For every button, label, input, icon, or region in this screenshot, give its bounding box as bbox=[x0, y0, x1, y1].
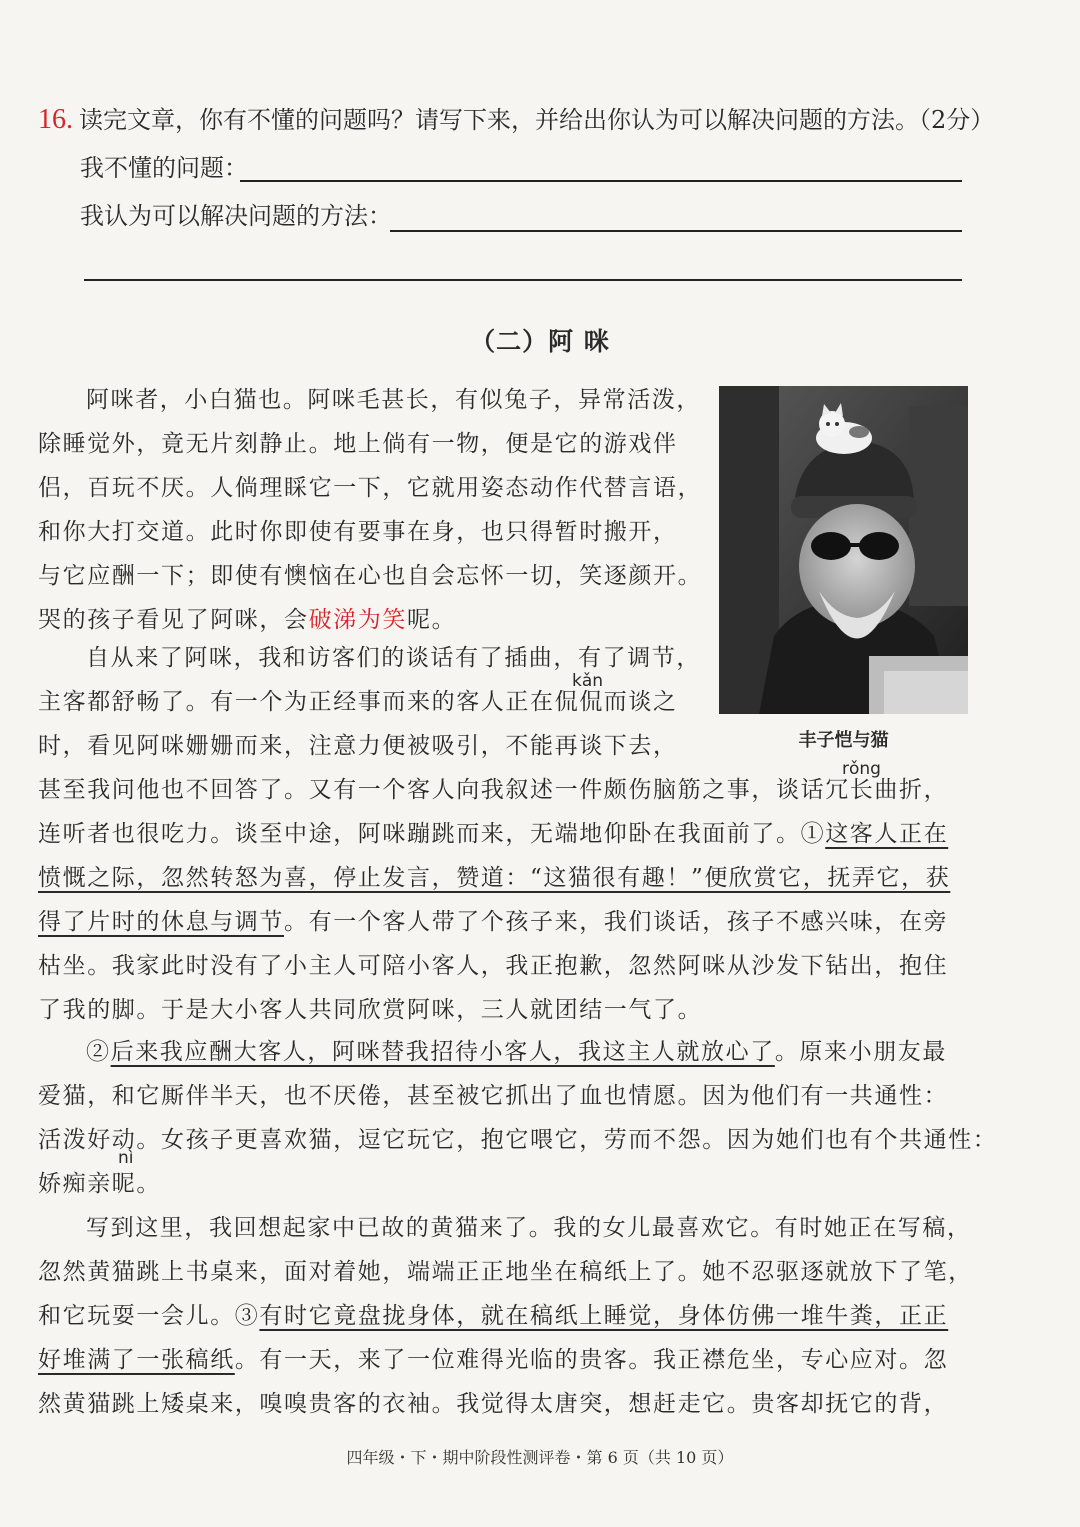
text-line: 活泼好动。女孩子更喜欢猫，逗它玩它，抱它喂它，劳而不怨。因为她们也有个共通性： bbox=[38, 1127, 998, 1153]
text-line: 阿咪者，小白猫也。阿咪毛甚长，有似兔子，异常活泼， bbox=[86, 387, 701, 413]
article-paragraph-1 bbox=[38, 378, 702, 642]
text-span: ② bbox=[86, 1039, 111, 1065]
text-line bbox=[38, 900, 950, 944]
text-span: 。原来小朋友最 bbox=[774, 1039, 948, 1065]
question-number: 16. bbox=[38, 104, 73, 135]
text-span: 。有一个客人带了个孩子来，我们谈话，孩子不感兴味，在旁 bbox=[284, 909, 949, 935]
section-title: （二）阿 咪 bbox=[470, 327, 610, 356]
text-line: 了我的脚。于是大小客人共同欣赏阿咪，三人就团结一气了。 bbox=[38, 997, 703, 1023]
pinyin-kan: kǎn bbox=[572, 671, 604, 691]
text-line: 枯坐。我家此时没有了小主人可陪小客人，我正抱歉，忽然阿咪从沙发下钻出，抱住 bbox=[38, 953, 949, 979]
highlight-idiom: 破涕为笑 bbox=[308, 607, 408, 633]
text-line: 自从来了阿咪，我和访客们的谈话有了插曲，有了调节， bbox=[86, 645, 701, 671]
text-line bbox=[38, 856, 950, 900]
question-16 bbox=[38, 102, 994, 138]
text-span: 呢。 bbox=[407, 607, 457, 633]
answer-label-question: 我不懂的问题： bbox=[80, 154, 248, 182]
text-line: 主客都舒畅了。有一个为正经事而来的客人正在侃侃而谈之 bbox=[38, 689, 678, 715]
text-line: 写到这里，我回想起家中已故的黄猫来了。我的女儿最喜欢它。有时她正在写稿， bbox=[86, 1215, 972, 1241]
article-paragraph-4 bbox=[38, 1206, 973, 1426]
text-line: 和你大打交道。此时你即使有要事在身，也只得暂时搬开， bbox=[38, 519, 678, 545]
text-line: 然黄猫跳上矮桌来，嗅嗅贵客的衣袖。我觉得太唐突，想赶走它。贵客却抚它的背， bbox=[38, 1391, 949, 1417]
article-paragraph-3 bbox=[38, 1030, 997, 1206]
pinyin-rong: rǒng bbox=[842, 759, 881, 779]
text-line: 爱猫，和它厮伴半天，也不厌倦，甚至被它抓出了血也情愿。因为他们有一共通性： bbox=[38, 1083, 949, 1109]
text-line: 甚至我问他也不回答了。又有一个客人向我叙述一件颇伤脑筋之事，谈话冗长曲折， bbox=[38, 777, 949, 803]
pinyin-ni: nì bbox=[118, 1148, 134, 1168]
answer-line-question[interactable] bbox=[240, 180, 962, 182]
text-line: 与它应酬一下；即使有懊恼在心也自会忘怀一切，笑逐颜开。 bbox=[38, 563, 703, 589]
text-span: 和它玩耍一会儿。③ bbox=[38, 1303, 260, 1329]
answer-line-extra[interactable] bbox=[84, 279, 962, 281]
text-line: 除睡觉外，竟无片刻静止。地上倘有一物，便是它的游戏伴 bbox=[38, 431, 678, 457]
answer-line-method[interactable] bbox=[390, 230, 962, 232]
underlined-sentence-3-end: 好堆满了一张稿纸 bbox=[38, 1347, 235, 1373]
text-line: 娇痴亲昵。 bbox=[38, 1171, 161, 1197]
text-line bbox=[38, 1294, 973, 1338]
underlined-sentence-1: 这客人正在 bbox=[825, 821, 949, 847]
underlined-sentence-2: 后来我应酬大客人，阿咪替我招待小客人，我这主人就放心了 bbox=[110, 1039, 775, 1065]
text-line: 时，看见阿咪姗姗而来，注意力便被吸引，不能再谈下去， bbox=[38, 733, 678, 759]
text-line: 侣，百玩不厌。人倘理睬它一下，它就用姿态动作代替言语， bbox=[38, 475, 703, 501]
text-line bbox=[38, 812, 950, 856]
underlined-sentence-3: 有时它竟盘拢身体，就在稿纸上睡觉，身体仿佛一堆牛粪，正正 bbox=[259, 1303, 949, 1329]
text-line: 忽然黄猫跳上书桌来，面对着她，端端正正地坐在稿纸上了。她不忍驱逐就放下了笔， bbox=[38, 1259, 973, 1285]
underlined-sentence-1-cont: 愤慨之际，忽然转怒为喜，停止发言，赞道：“这猫很有趣！”便欣赏它，抚弄它，获 bbox=[38, 865, 951, 891]
article-paragraph-2 bbox=[38, 636, 950, 1032]
answer-label-method: 我认为可以解决问题的方法： bbox=[80, 202, 392, 230]
text-line bbox=[38, 1030, 997, 1074]
text-span: 哭的孩子看见了阿咪，会 bbox=[38, 607, 309, 633]
text-line bbox=[38, 1338, 973, 1382]
text-span: 。有一天，来了一位难得光临的贵客。我正襟危坐，专心应对。忽 bbox=[234, 1347, 949, 1373]
photo-caption: 丰子恺与猫 bbox=[798, 730, 889, 750]
page-footer: 四年级・下・期中阶段性测评卷・第 6 页（共 10 页） bbox=[346, 1448, 734, 1467]
underlined-sentence-1-end: 得了片时的休息与调节 bbox=[38, 909, 284, 935]
question-text: 读完文章，你有不懂的问题吗？请写下来，并给出你认为可以解决问题的方法。（2分） bbox=[79, 106, 995, 134]
text-span: 连听者也很吃力。谈至中途，阿咪蹦跳而来，无端地仰卧在我面前了。① bbox=[38, 821, 826, 847]
